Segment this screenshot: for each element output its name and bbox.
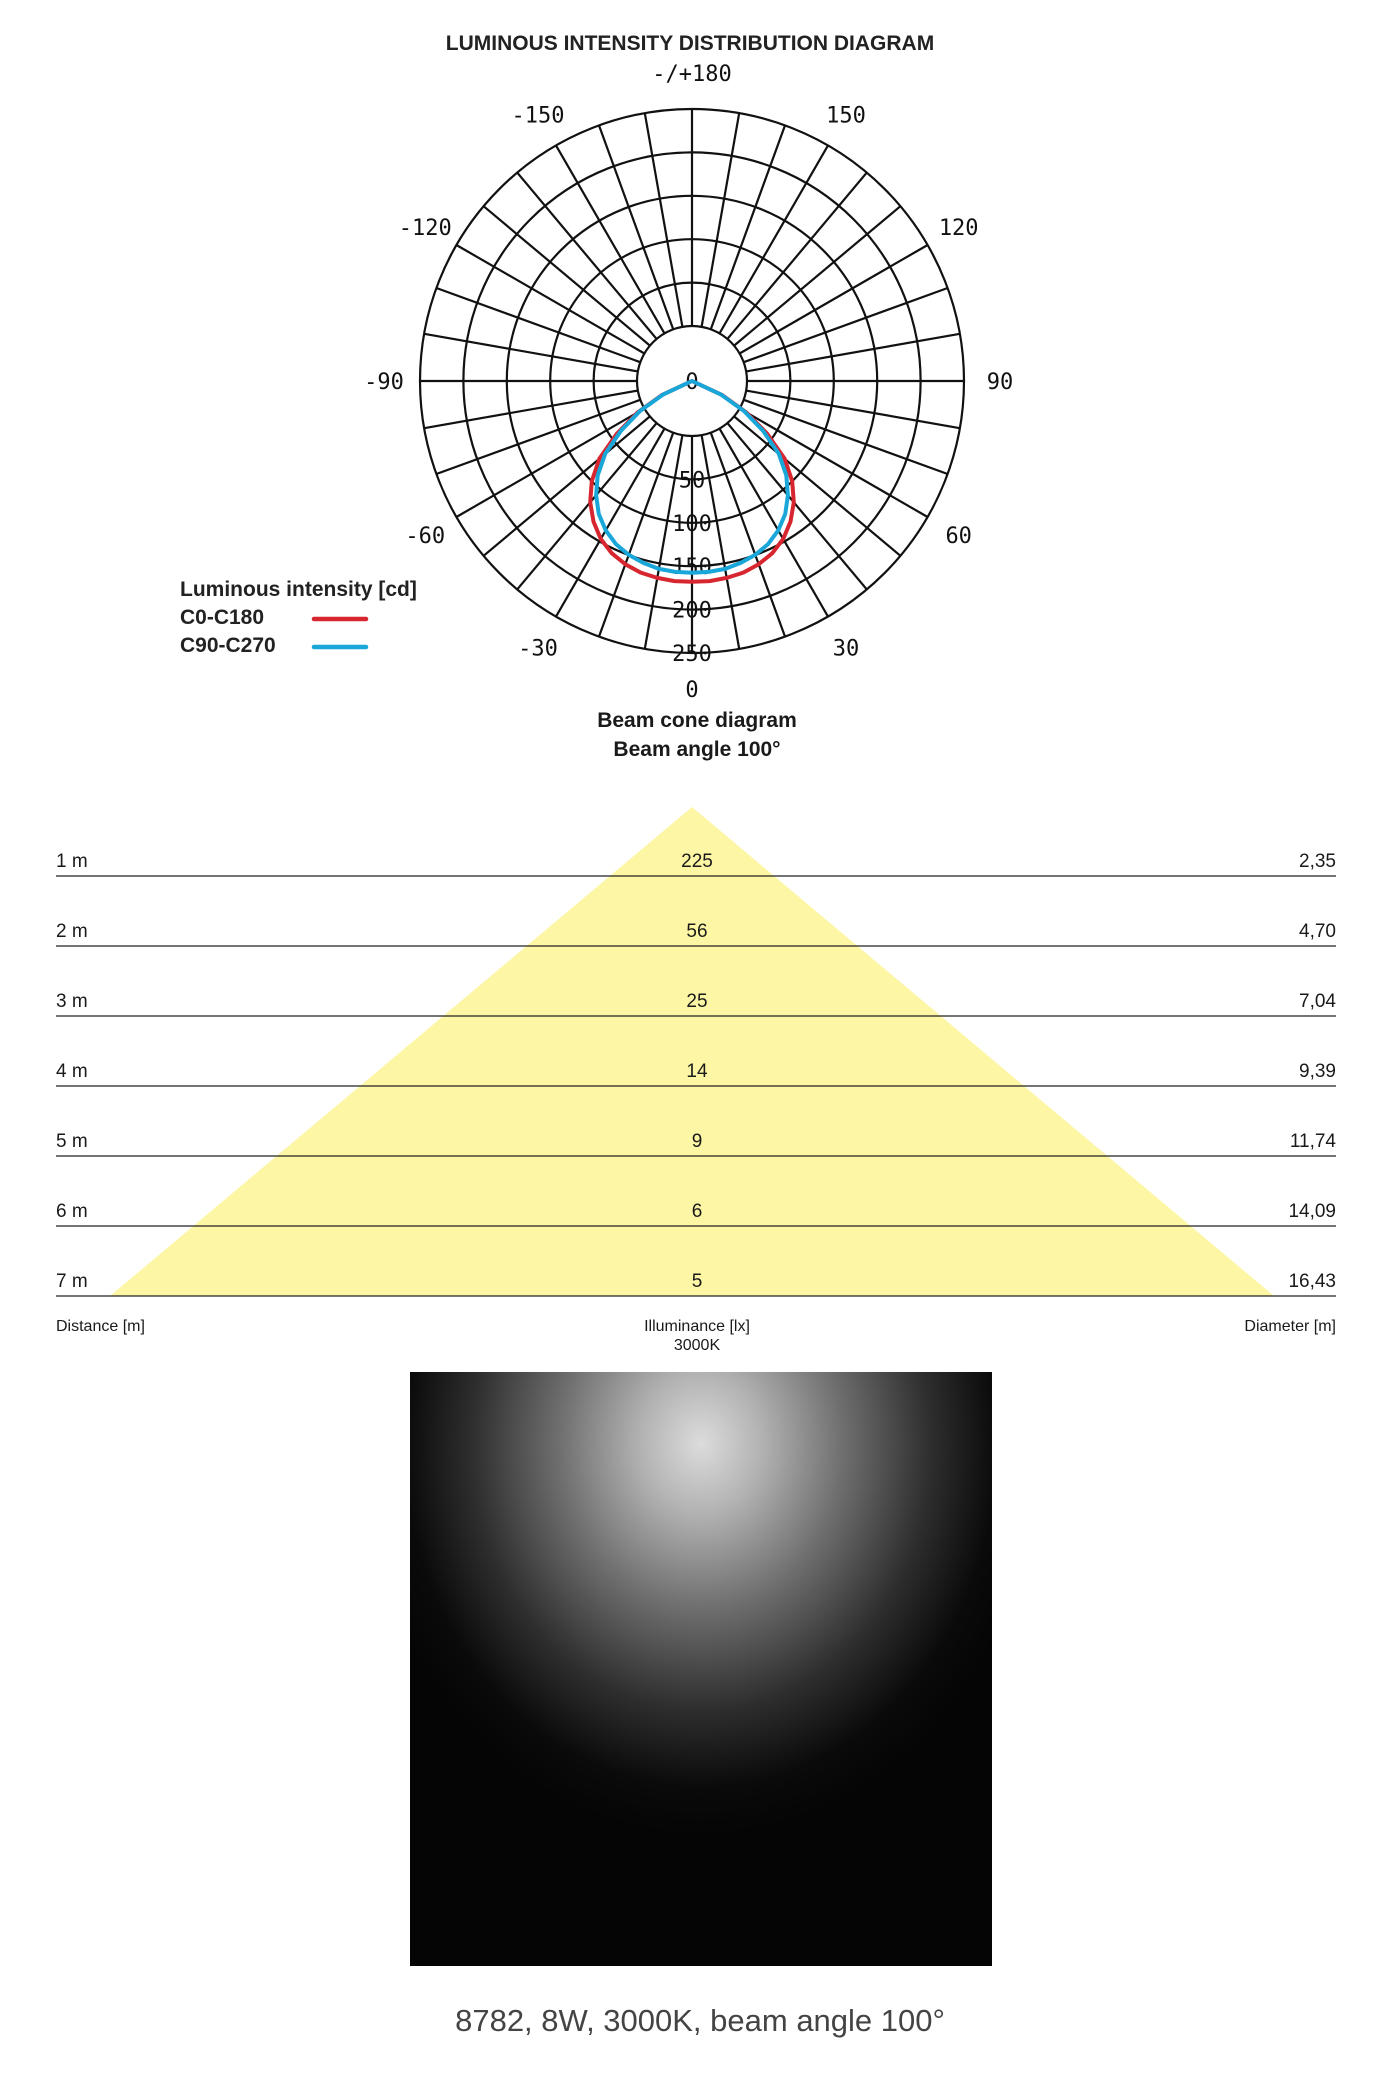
row-illuminance: 225 — [681, 851, 713, 872]
row-illuminance: 5 — [691, 1271, 703, 1292]
row-diameter: 2,35 — [1299, 851, 1336, 872]
angle-label: -60 — [405, 524, 446, 549]
row-illuminance: 56 — [686, 921, 708, 942]
legend-label-c90-c270: C90-C270 — [180, 634, 276, 657]
beam-light-photo — [410, 1372, 992, 1966]
beam-cone-triangle — [110, 807, 1274, 1296]
polar-chart — [0, 0, 1400, 700]
polar-spoke — [424, 391, 638, 429]
row-diameter: 4,70 — [1299, 921, 1336, 942]
polar-spoke — [645, 113, 683, 327]
angle-label: -/+180 — [652, 62, 732, 87]
angle-label: 120 — [938, 216, 979, 241]
row-distance: 6 m — [56, 1201, 88, 1222]
row-illuminance: 25 — [686, 991, 708, 1012]
angle-label: 30 — [832, 636, 860, 662]
beam-cone-chart — [0, 700, 1400, 1380]
row-diameter: 7,04 — [1299, 991, 1336, 1012]
beam-cone-title: Beam cone diagram — [597, 709, 797, 732]
row-diameter: 11,74 — [1289, 1131, 1336, 1152]
row-diameter: 14,09 — [1288, 1201, 1336, 1222]
legend-label-c0-c180: C0-C180 — [180, 606, 265, 629]
row-distance: 2 m — [56, 921, 88, 942]
angle-label: -30 — [518, 636, 558, 662]
angle-label: 60 — [945, 524, 972, 549]
row-distance: 7 m — [56, 1271, 88, 1292]
polar-spoke — [424, 334, 638, 372]
polar-spoke — [746, 391, 960, 429]
radial-tick-label: 250 — [672, 642, 712, 667]
radial-tick-label: 50 — [678, 468, 706, 494]
row-diameter: 16,43 — [1288, 1271, 1336, 1292]
polar-spoke — [702, 113, 740, 327]
legend-title: Luminous intensity [cd] — [180, 578, 417, 601]
row-illuminance: 9 — [691, 1131, 703, 1152]
column-header-diameter: Diameter [m] — [1244, 1318, 1336, 1335]
radial-tick-label: 200 — [672, 598, 712, 624]
column-header-distance: Distance [m] — [56, 1318, 145, 1335]
angle-label: 90 — [986, 370, 1014, 395]
product-caption: 8782, 8W, 3000K, beam angle 100° — [455, 2003, 945, 2038]
row-diameter: 9,39 — [1299, 1061, 1336, 1082]
polar-legend — [180, 578, 417, 657]
column-header-illuminance: Illuminance [lx] — [644, 1318, 750, 1335]
polar-title: LUMINOUS INTENSITY DISTRIBUTION DIAGRAM — [445, 32, 935, 55]
row-distance: 5 m — [56, 1131, 88, 1152]
angle-label: 150 — [826, 103, 866, 129]
angle-label: 0 — [685, 678, 699, 700]
column-header-cct: 3000K — [673, 1337, 721, 1354]
angle-label: -90 — [364, 370, 404, 395]
polar-spoke — [746, 334, 960, 372]
radial-tick-label: 100 — [672, 511, 712, 537]
radial-tick-label: 0 — [685, 370, 699, 395]
polar-radial-labels — [672, 370, 712, 667]
row-illuminance: 14 — [686, 1061, 708, 1082]
row-distance: 4 m — [56, 1061, 88, 1082]
angle-label: -150 — [511, 103, 565, 129]
radial-tick-label: 150 — [672, 555, 712, 581]
beam-angle-subtitle: Beam angle 100° — [613, 738, 781, 761]
row-distance: 3 m — [56, 991, 88, 1012]
row-illuminance: 6 — [691, 1201, 703, 1222]
angle-label: -120 — [398, 216, 452, 241]
row-distance: 1 m — [56, 851, 88, 872]
